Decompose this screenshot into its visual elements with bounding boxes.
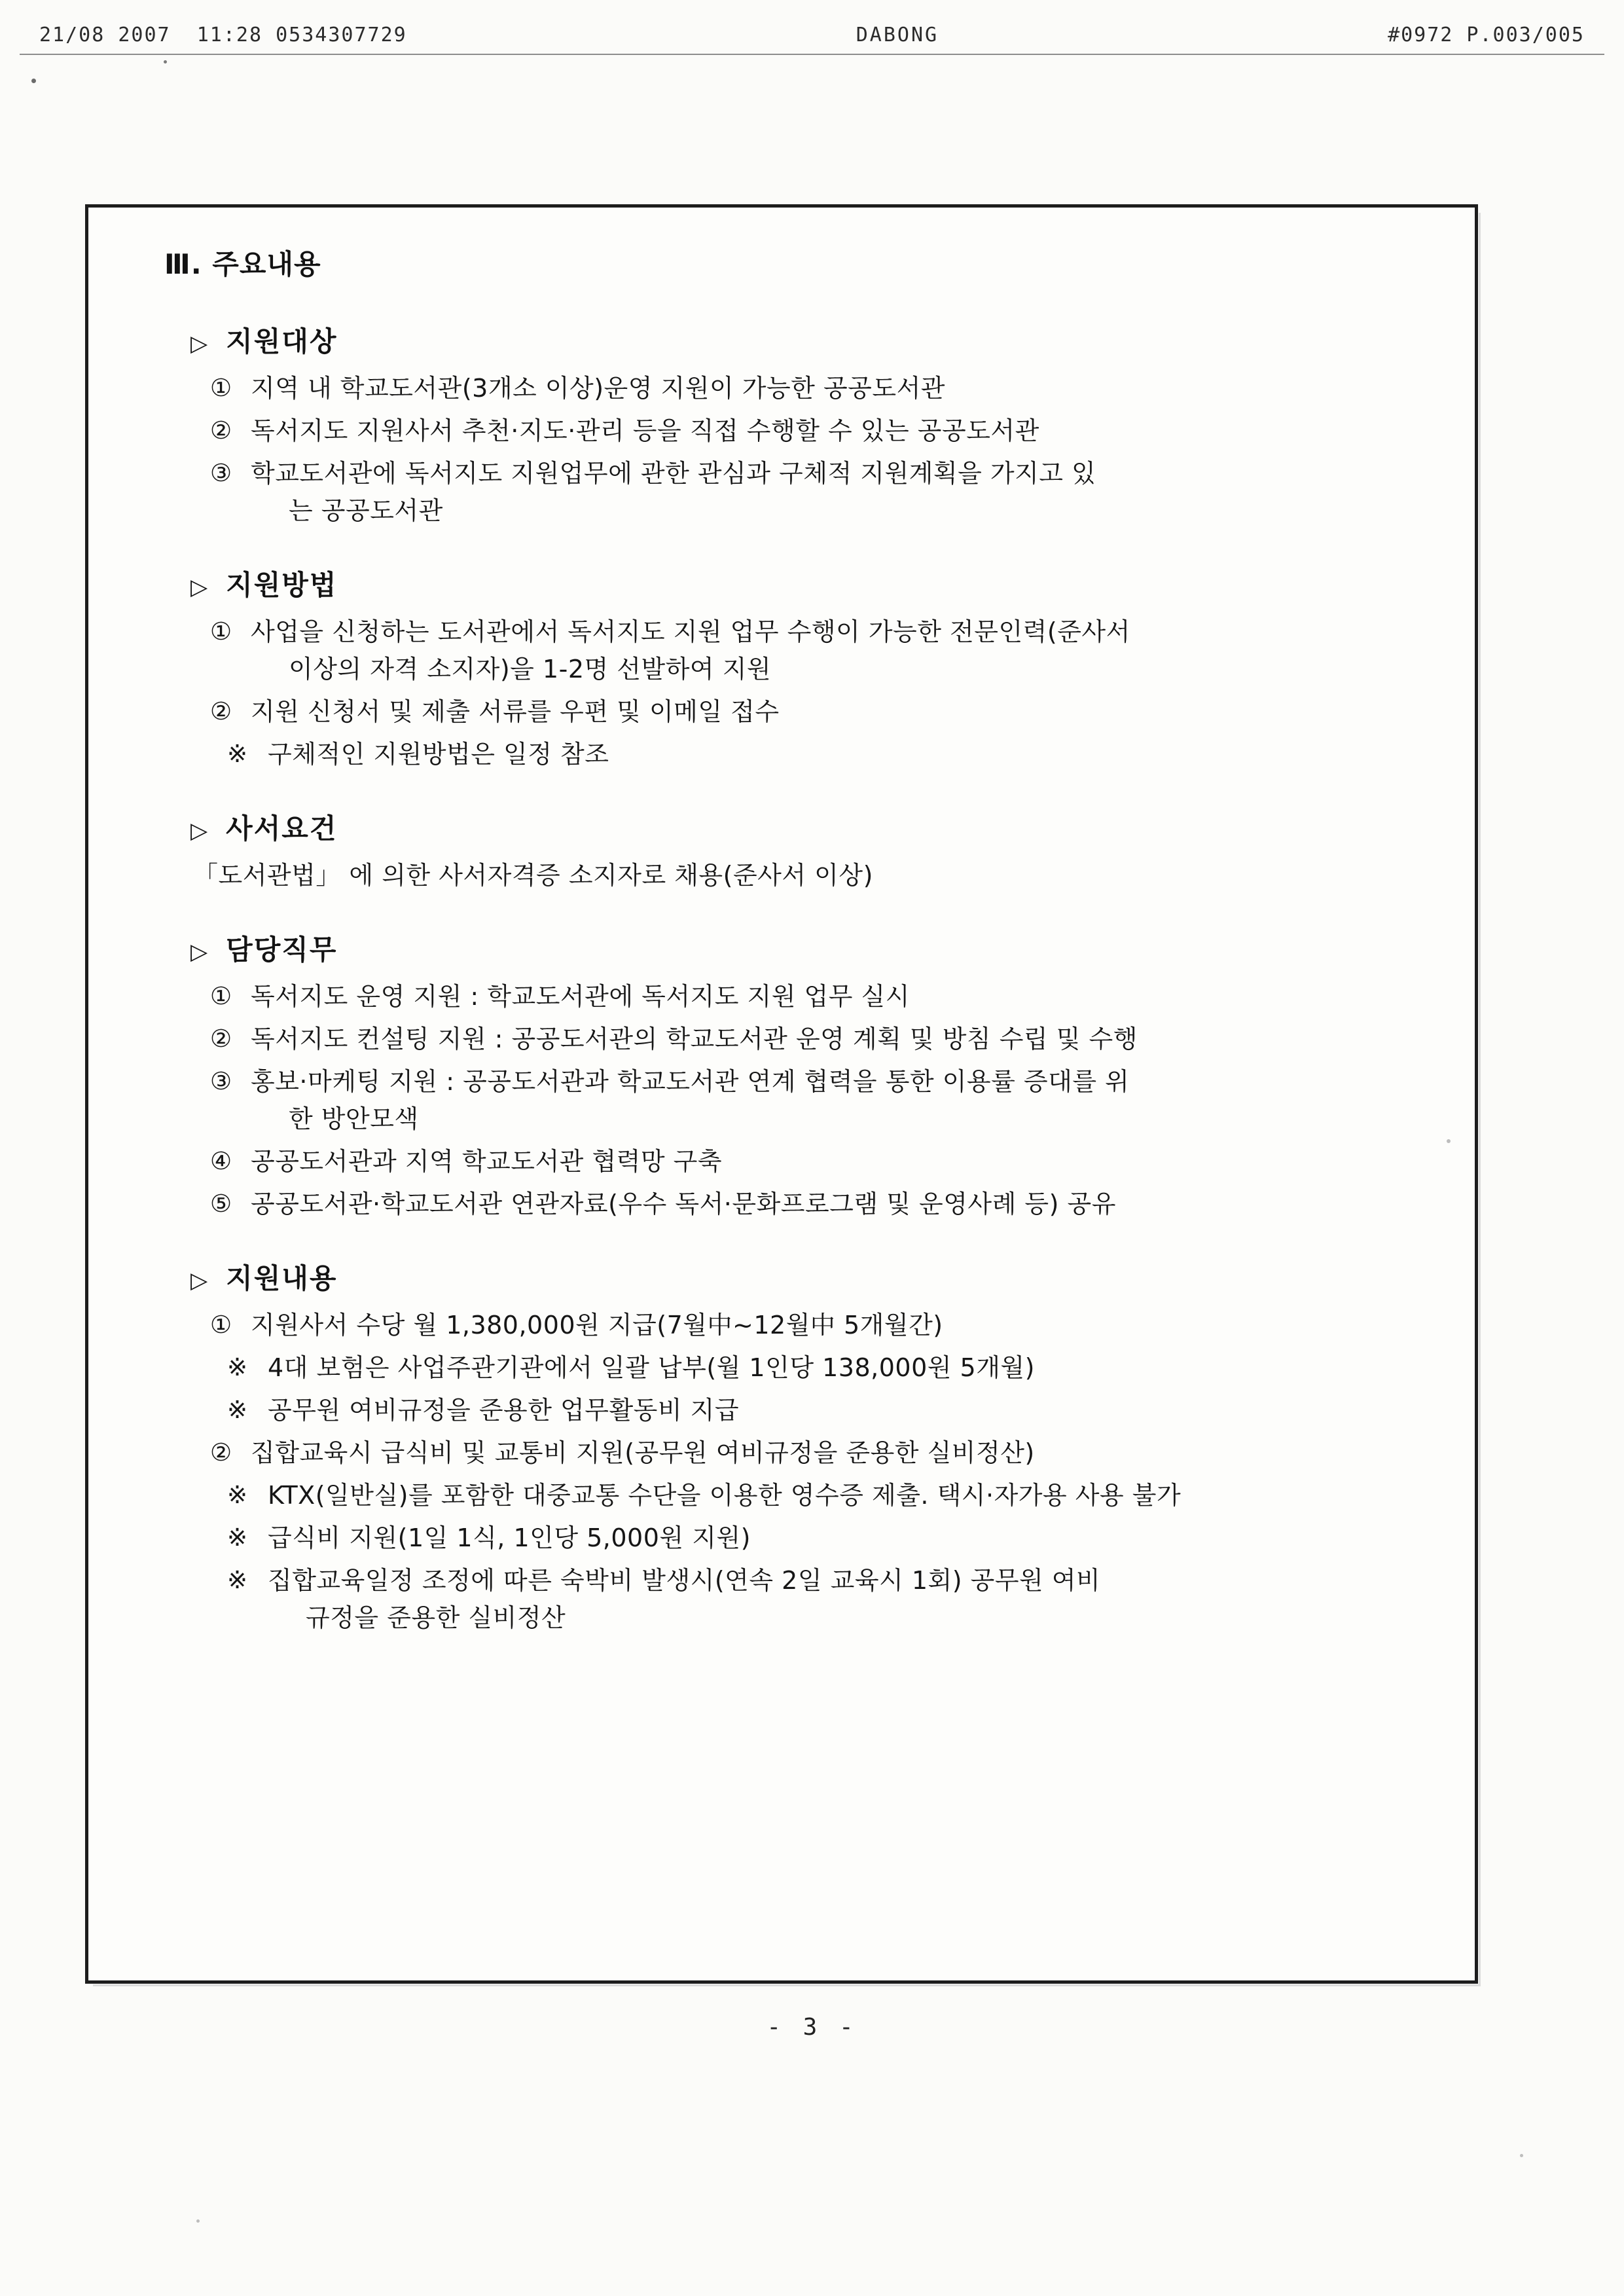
list-item-note	[227, 1349, 1449, 1387]
list-item-note	[227, 1520, 1449, 1557]
list-text	[268, 1562, 1449, 1637]
group-items	[130, 613, 1449, 773]
list-text-line2: 규정을 준용한 실비정산	[306, 1603, 566, 1632]
group-heading	[190, 1257, 1449, 1296]
list-text	[251, 455, 1449, 530]
list-text-line2: 는 공공도서관	[289, 496, 443, 525]
group-heading	[190, 320, 1449, 359]
list-marker: ③	[210, 1067, 232, 1095]
list-item	[193, 857, 1449, 894]
list-text	[251, 613, 1449, 688]
list-item	[210, 693, 1449, 731]
scan-artifact-dot	[31, 79, 36, 83]
group-items	[130, 857, 1449, 894]
list-text: 지역 내 학교도서관(3개소 이상)운영 지원이 가능한 공공도서관	[251, 374, 946, 403]
list-text-line2: 한 방안모색	[289, 1104, 419, 1133]
list-text: 「도서관법」 에 의한 사서자격증 소지자로 채용(준사서 이상)	[193, 861, 873, 890]
fax-timestamp: 21/08 2007 11:28 0534307729	[39, 23, 407, 46]
scan-speck	[196, 2219, 200, 2223]
list-text: 독서지도 컨설팅 지원 : 공공도서관의 학교도서관 운영 계획 및 방침 수립 및 수행	[251, 1025, 1138, 1053]
list-marker: ⑤	[210, 1190, 232, 1218]
list-text-line1: 홍보·마케팅 지원 : 공공도서관과 학교도서관 연계 협력을 통한 이용률 증대를 위	[251, 1067, 1130, 1096]
triangle-bullet-icon: ▷	[190, 818, 209, 844]
list-marker: ③	[210, 459, 232, 487]
reference-mark-icon: ※	[227, 1396, 248, 1424]
list-text: 공무원 여비규정을 준용한 업무활동비 지급	[268, 1396, 740, 1425]
group-heading-label: 지원대상	[226, 325, 338, 357]
section-group-support-details	[130, 1257, 1449, 1637]
list-text: KTX(일반실)를 포함한 대중교통 수단을 이용한 영수증 제출. 택시·자가용 사용 불가	[268, 1481, 1182, 1510]
list-item-note	[227, 736, 1449, 773]
list-marker: ②	[210, 416, 232, 445]
list-item	[210, 1021, 1449, 1058]
list-item	[210, 412, 1449, 450]
group-heading-label: 사서요건	[226, 812, 338, 845]
scan-artifact-dot-secondary	[164, 60, 167, 64]
list-marker: ②	[210, 697, 232, 725]
section-title: Ⅲ. 주요내용	[164, 248, 321, 280]
list-text: 급식비 지원(1일 1식, 1인당 5,000원 지원)	[268, 1523, 751, 1552]
reference-mark-icon: ※	[227, 740, 248, 768]
reference-mark-icon: ※	[227, 1523, 248, 1552]
list-text: 구체적인 지원방법은 일정 참조	[268, 740, 609, 769]
list-marker: ②	[210, 1025, 232, 1053]
list-item	[210, 1143, 1449, 1180]
triangle-bullet-icon: ▷	[190, 1267, 209, 1294]
list-item-note	[227, 1562, 1449, 1637]
list-marker: ①	[210, 1311, 232, 1339]
list-text: 공공도서관과 지역 학교도서관 협력망 구축	[251, 1147, 723, 1176]
document-content-frame	[85, 204, 1478, 1984]
list-text-line1: 학교도서관에 독서지도 지원업무에 관한 관심과 구체적 지원계획을 가지고 있	[251, 459, 1096, 488]
header-divider	[20, 54, 1604, 55]
group-heading	[190, 928, 1449, 968]
triangle-bullet-icon: ▷	[190, 574, 209, 600]
list-text-line2: 이상의 자격 소지자)을 1-2명 선발하여 지원	[289, 655, 772, 683]
list-text: 집합교육시 급식비 및 교통비 지원(공무원 여비규정을 준용한 실비정산)	[251, 1438, 1035, 1467]
list-marker: ①	[210, 982, 232, 1010]
triangle-bullet-icon: ▷	[190, 331, 209, 357]
list-text: 지원 신청서 및 제출 서류를 우편 및 이메일 접수	[251, 697, 780, 726]
list-marker: ④	[210, 1147, 232, 1175]
list-item	[210, 1307, 1449, 1344]
group-heading-label: 지원방법	[226, 569, 338, 601]
document-body	[130, 243, 1449, 1637]
section-group-duties	[130, 928, 1449, 1223]
list-marker: ①	[210, 617, 232, 646]
list-item	[210, 613, 1449, 688]
list-text: 4대 보험은 사업주관기관에서 일괄 납부(월 1인당 138,000원 5개월)	[268, 1353, 1035, 1382]
fax-transmission-header	[39, 20, 1585, 50]
list-text-line1: 집합교육일정 조정에 따른 숙박비 발생시(연속 2일 교육시 1회) 공무원 여비	[268, 1566, 1101, 1595]
list-text: 지원사서 수당 월 1,380,000원 지급(7월中~12월中 5개월간)	[251, 1311, 943, 1339]
list-item-note	[227, 1477, 1449, 1514]
list-marker: ①	[210, 374, 232, 402]
scan-speck	[1520, 2154, 1523, 2157]
list-text: 독서지도 지원사서 추천·지도·관리 등을 직접 수행할 수 있는 공공도서관	[251, 416, 1039, 445]
reference-mark-icon: ※	[227, 1481, 248, 1509]
list-marker: ②	[210, 1438, 232, 1467]
list-item	[210, 1063, 1449, 1138]
list-item	[210, 455, 1449, 530]
reference-mark-icon: ※	[227, 1353, 248, 1381]
list-text	[251, 1063, 1449, 1138]
section-group-support-method	[130, 564, 1449, 773]
triangle-bullet-icon: ▷	[190, 939, 209, 965]
list-item-note	[227, 1392, 1449, 1429]
scan-speck	[1447, 1139, 1451, 1143]
group-heading	[190, 564, 1449, 603]
fax-page-counter: #0972 P.003/005	[1388, 23, 1585, 46]
list-text: 독서지도 운영 지원 : 학교도서관에 독서지도 지원 업무 실시	[251, 982, 910, 1011]
list-text-line1: 사업을 신청하는 도서관에서 독서지도 지원 업무 수행이 가능한 전문인력(준사서	[251, 617, 1130, 646]
group-heading-label: 담당직무	[226, 934, 338, 966]
list-item	[210, 1186, 1449, 1223]
section-group-librarian-requirements	[130, 807, 1449, 894]
list-item	[210, 1434, 1449, 1472]
group-items	[130, 978, 1449, 1223]
group-heading-label: 지원내용	[226, 1262, 338, 1294]
page-number: - 3 -	[767, 2014, 857, 2041]
group-items	[130, 1307, 1449, 1637]
list-text: 공공도서관·학교도서관 연관자료(우수 독서·문화프로그램 및 운영사례 등) 공유	[251, 1190, 1116, 1218]
list-item	[210, 370, 1449, 407]
group-heading	[190, 807, 1449, 847]
list-item	[210, 978, 1449, 1015]
fax-sender-name: DABONG	[856, 23, 939, 46]
section-group-support-target	[130, 320, 1449, 530]
group-items	[130, 370, 1449, 530]
reference-mark-icon: ※	[227, 1566, 248, 1594]
